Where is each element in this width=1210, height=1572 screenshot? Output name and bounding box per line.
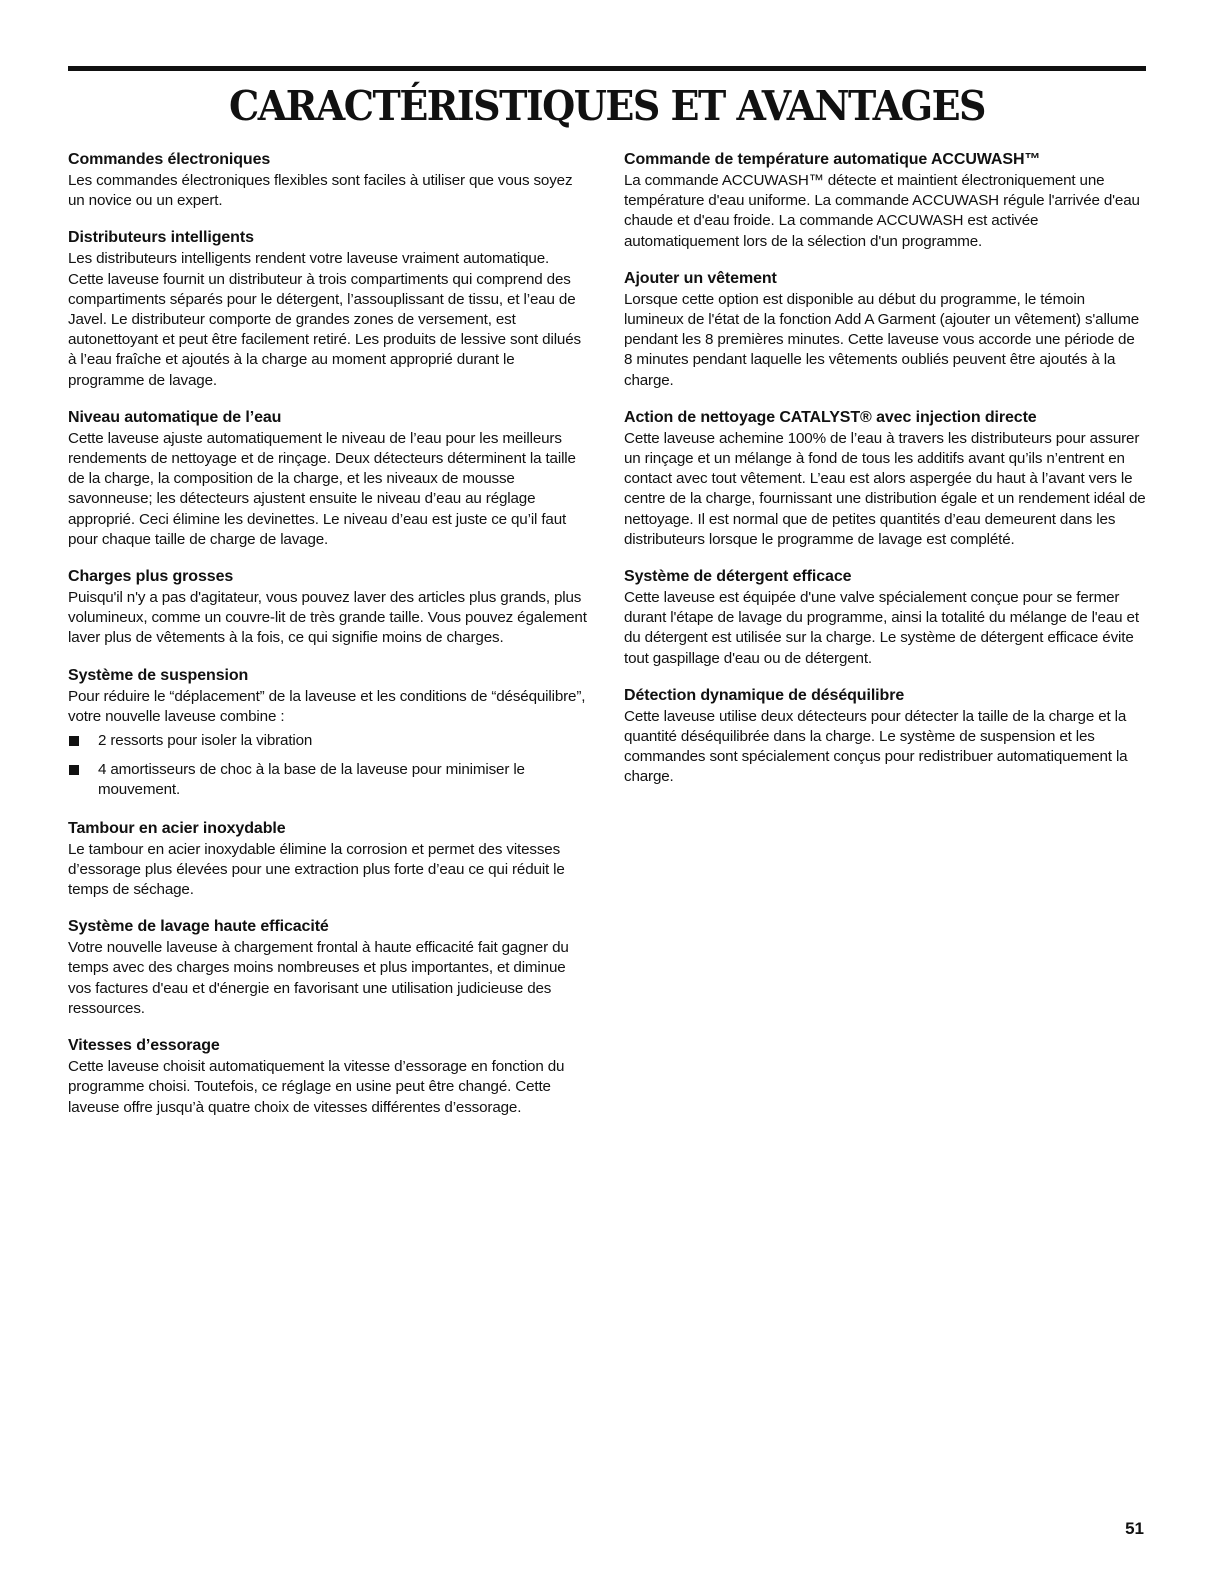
section-heading: Système de lavage haute efficacité xyxy=(68,918,329,936)
bullet-list xyxy=(68,731,588,801)
list-item xyxy=(68,731,588,751)
left-column xyxy=(68,150,588,1118)
section-heading: Système de détergent efficace xyxy=(624,568,852,586)
section-body: Lorsque cette option est disponible au début du programme, le témoin lumineux de l'état de la fonction Add A Garment (ajouter un vêtement) s'allume pendant les 8 premières minutes. Cette laveuse vous accorde une période de 8 minutes pendant laquelle les vêtements oubliés peuvent être ajoutés à la charge. xyxy=(624,290,1139,389)
right-column xyxy=(624,150,1146,788)
section-commandes-electroniques xyxy=(68,150,588,211)
section-niveau-automatique xyxy=(68,408,588,550)
section-body: Cette laveuse achemine 100% de l’eau à travers les distributeurs pour assurer un rinçage et un mélange à fond de tous les additifs avant qu’ils n’entrent en contact avec tout vêtement. L’eau est alors aspergée du haut à l’avant vers le centre de la charge, fournissant une distribution égale et un rendement idéal de nettoyage. Il est normal que de petites quantités d’eau demeurent dans les distributeurs lorsque le programme de lavage est complété. xyxy=(624,429,1146,548)
section-body: Les commandes électroniques flexibles sont faciles à utiliser que vous soyez un novice ou un expert. xyxy=(68,172,573,210)
page-number: 51 xyxy=(1125,1519,1144,1538)
title-rule xyxy=(68,66,1146,71)
section-heading: Action de nettoyage CATALYST® avec injection directe xyxy=(624,408,1037,426)
section-accuwash xyxy=(624,150,1146,252)
section-heading: Détection dynamique de déséquilibre xyxy=(624,686,905,704)
square-bullet-icon xyxy=(69,765,79,775)
section-lavage-haute-efficacite xyxy=(68,917,588,1019)
list-item-text: 2 ressorts pour isoler la vibration xyxy=(98,732,313,750)
section-body: Puisqu'il n'y a pas d'agitateur, vous pouvez laver des articles plus grands, plus volumineux, comme un couvre-lit de très grande taille. Vous pouvez également laver plus de vêtements à la fois, ce qui signifie moins de charges. xyxy=(68,589,587,647)
section-body: La commande ACCUWASH™ détecte et maintient électroniquement une température d'eau uniforme. La commande ACCUWASH régule l'arrivée d'eau chaude et d'eau froide. La commande ACCUWASH est activée automatiquement lors de la sélection d'un programme. xyxy=(624,172,1140,250)
section-body: Votre nouvelle laveuse à chargement frontal à haute efficacité fait gagner du temps avec des charges moins nombreuses et plus importantes, et diminue vos factures d'eau et d'énergie en favorisant une utilisation judicieuse des ressources. xyxy=(68,939,569,1017)
section-body: Les distributeurs intelligents rendent votre laveuse vraiment automatique. Cette laveuse fournit un distributeur à trois compartiments qui comprend des compartiments séparés pour le détergent, l’assouplissant de tissu, et l’eau de Javel. Le distributeur comporte de grandes zones de versement, est autonettoyant et peut être facilement retiré. Les produits de lessive sont dilués à l’eau fraîche et ajoutés à la charge au moment approprié durant le programme de lavage. xyxy=(68,250,581,389)
page-title: CARACTÉRISTIQUES ET AVANTAGES xyxy=(229,80,985,130)
section-heading: Commande de température automatique ACCUWASH™ xyxy=(624,151,1041,168)
section-heading: Système de suspension xyxy=(68,666,249,684)
section-heading: Niveau automatique de l’eau xyxy=(68,408,282,426)
section-vitesses-essorage xyxy=(68,1036,588,1118)
section-heading: Distributeurs intelligents xyxy=(68,229,254,247)
list-item-text: 4 amortisseurs de choc à la base de la laveuse pour minimiser le mouvement. xyxy=(98,761,525,799)
section-detection-desequilibre xyxy=(624,686,1146,788)
section-heading: Charges plus grosses xyxy=(68,568,234,586)
section-detergent-efficace xyxy=(624,567,1146,669)
section-body: Cette laveuse est équipée d'une valve spécialement conçue pour se fermer durant l'étape de lavage du programme, ainsi la totalité du mélange de l'eau et du détergent est utilisée sur la charge. Le système de détergent efficace évite tout gaspillage d'eau ou de détergent. xyxy=(624,589,1139,667)
section-heading: Commandes électroniques xyxy=(68,151,271,168)
section-heading: Tambour en acier inoxydable xyxy=(68,819,286,837)
section-body: Cette laveuse ajuste automatiquement le niveau de l’eau pour les meilleurs rendements de nettoyage et de rinçage. Deux détecteurs déterminent la taille de la charge, la composition de la charge, et les niveaux de mousse savonneuse; les détecteurs ajustent ensuite le niveau d’eau au réglage approprié. Ceci élimine les devinettes. Le niveau d’eau est juste ce qu’il faut pour chaque taille de charge de lavage. xyxy=(68,429,576,548)
section-body: Le tambour en acier inoxydable élimine la corrosion et permet des vitesses d’essorage plus élevées pour une extraction plus forte d’eau ce qui réduit le temps de séchage. xyxy=(68,840,565,899)
section-body: Cette laveuse utilise deux détecteurs pour détecter la taille de la charge et la quantité déséquilibrée dans la charge. Le système de suspension et les commandes sont spécialement conçus pour redistribuer automatiquement la charge. xyxy=(624,707,1128,786)
section-body: Cette laveuse choisit automatiquement la vitesse d’essorage en fonction du programme choisi. Toutefois, ce réglage en usine peut être changé. Cette laveuse offre jusqu’à quatre choix de vitesses différentes d’essorage. xyxy=(68,1058,565,1116)
section-tambour-acier xyxy=(68,819,588,901)
section-heading: Vitesses d’essorage xyxy=(68,1037,220,1055)
section-charges-plus-grosses xyxy=(68,567,588,649)
square-bullet-icon xyxy=(69,736,79,746)
section-heading: Ajouter un vêtement xyxy=(624,269,777,287)
section-distributeurs-intelligents xyxy=(68,228,588,390)
section-ajouter-vetement xyxy=(624,269,1146,391)
section-body: Pour réduire le “déplacement” de la laveuse et les conditions de “déséquilibre”, votre nouvelle laveuse combine : xyxy=(68,687,586,725)
list-item xyxy=(68,760,588,800)
section-systeme-suspension xyxy=(68,666,588,801)
section-catalyst xyxy=(624,408,1146,550)
